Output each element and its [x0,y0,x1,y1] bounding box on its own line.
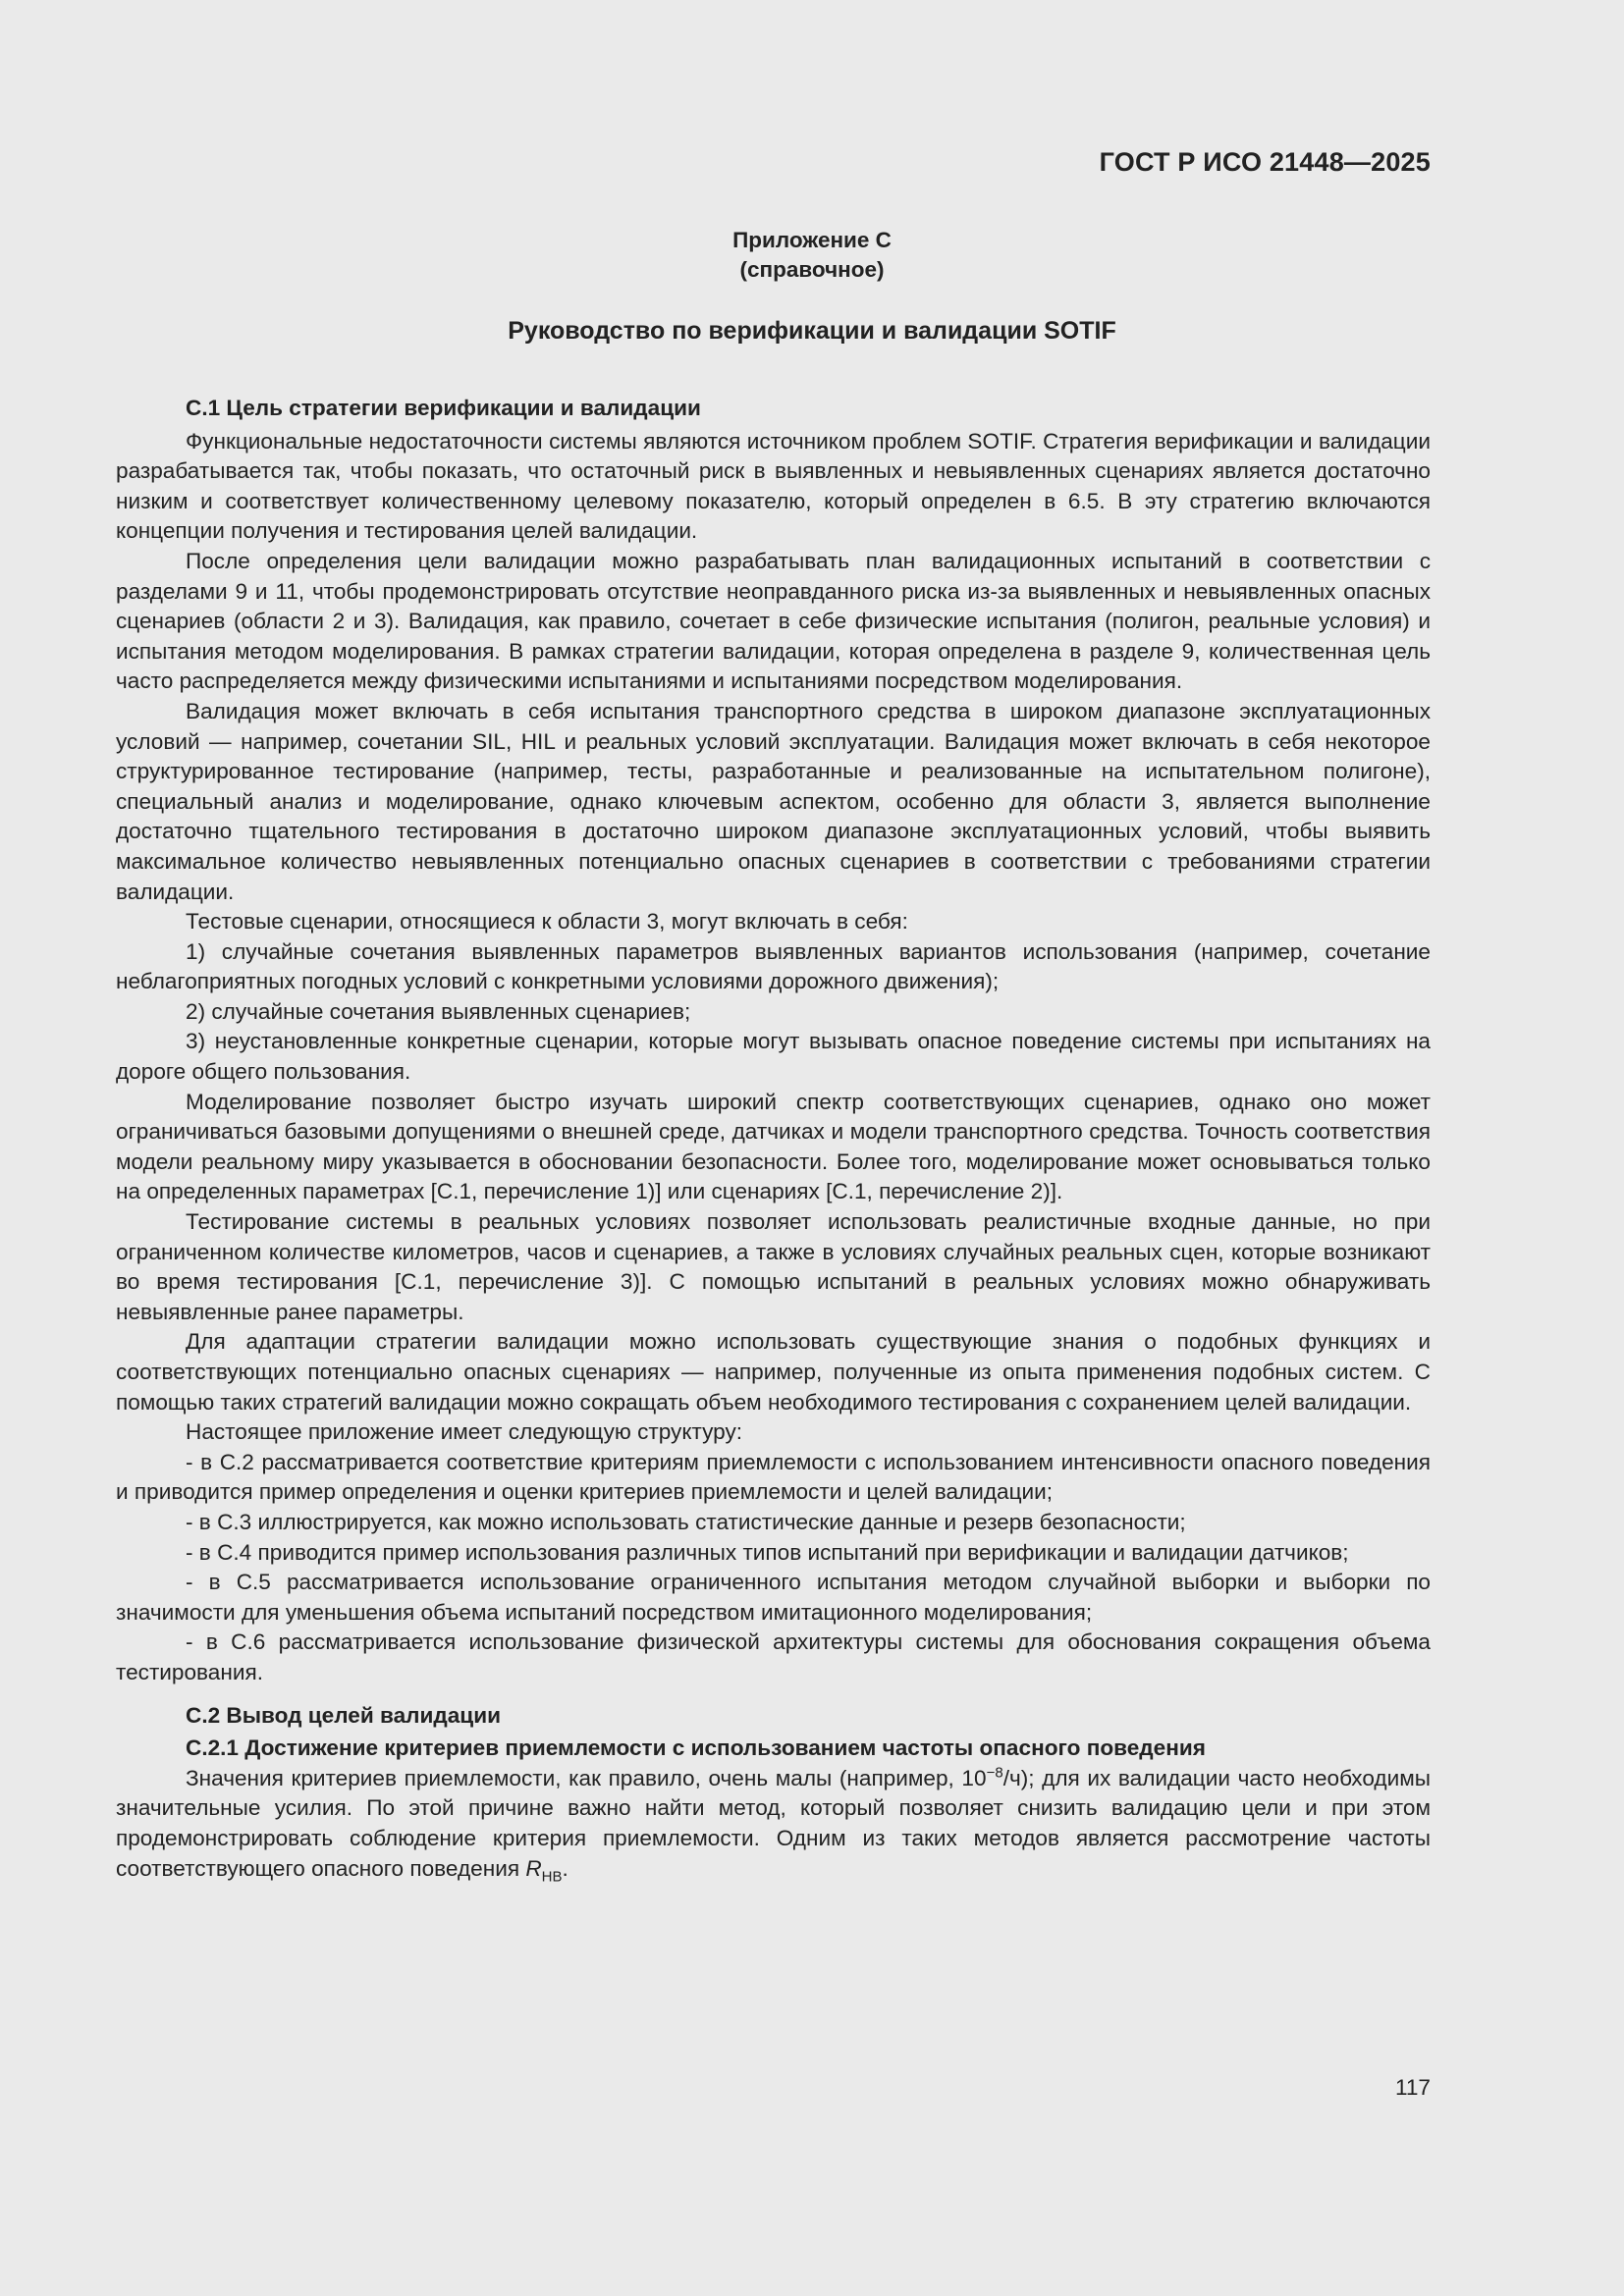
bullet-item: - в С.3 иллюстрируется, как можно использовать статистические данные и резерв безопасности; [186,1509,1186,1534]
list-item: 2) случайные сочетания выявленных сценариев; [186,998,691,1024]
text-run: . [562,1855,568,1881]
section-heading-c2: С.2 Вывод целей валидации [186,1702,501,1728]
bullet-item: - в С.2 рассматривается соответствие критериям приемлемости с использованием интенсивности опасного поведения и приводится пример определения и оценки критериев приемлемости и целей валидации; [116,1449,1431,1505]
document-body [116,394,1431,1884]
annex-kind: (справочное) [739,257,885,282]
paragraph: Валидация может включать в себя испытания транспортного средства в широком диапазоне эксплуатационных условий — например, сочетании SIL, HIL и реальных условий эксплуатации. Валидация может включать в себя некоторое структурированное тестирование (например, тесты, разработанные и реализованные на испытательном полигоне), специальный анализ и моделирование, однако ключевым аспектом, особенно для области 3, является выполнение достаточно тщательного тестирования в достаточно широком диапазоне эксплуатационных условий, чтобы выявить максимальное количество невыявленных потенциально опасных сценариев в соответствии с требованиями стратегии валидации. [116,698,1431,904]
annex-title: Руководство по верификации и валидации SOTIF [508,317,1116,345]
exponent: −8 [986,1764,1003,1782]
list-item: 1) случайные сочетания выявленных параметров выявленных вариантов использования (например, сочетание неблагоприятных погодных условий с конкретными условиями дорожного движения); [116,938,1431,994]
subsection-heading-c21: С.2.1 Достижение критериев приемлемости с использованием частоты опасного поведения [186,1735,1206,1761]
text-run: Значения критериев приемлемости, как правило, очень малы (например, 10 [186,1765,987,1790]
paragraph: После определения цели валидации можно разрабатывать план валидационных испытаний в соответствии с разделами 9 и 11, чтобы продемонстрировать отсутствие неоправданного риска из-за выявленных и невыявленных опасных сценариев (области 2 и 3). Валидация, как правило, сочетает в себе физические испытания (полигон, реальные условия) и испытания методом моделирования. В рамках стратегии валидации, которая определена в разделе 9, количественная цель часто распределяется между физическими испытаниями и испытаниями посредством моделирования. [116,548,1431,694]
paragraph: Функциональные недостаточности системы являются источником проблем SOTIF. Стратегия верификации и валидации разрабатывается так, чтобы показать, что остаточный риск в выявленных и невыявленных сценариях является достаточно низким и соответствует количественному целевому показателю, который определен в 6.5. В эту стратегию включаются концепции получения и тестирования целей валидации. [116,428,1431,544]
section-heading-c1: С.1 Цель стратегии верификации и валидации [186,396,701,420]
paragraph: Тестовые сценарии, относящиеся к области 3, могут включать в себя: [186,909,908,934]
page-number: 117 [1394,2075,1431,2100]
bullet-item: - в С.6 рассматривается использование физической архитектуры системы для обоснования сокращения объема тестирования. [116,1629,1431,1684]
bullet-item: - в С.5 рассматривается использование ограниченного испытания методом случайной выборки и выборки по значимости для уменьшения объема испытаний посредством имитационного моделирования; [116,1570,1431,1625]
annex-label: Приложение С [732,228,892,252]
paragraph: Для адаптации стратегии валидации можно использовать существующие знания о подобных функциях и соответствующих потенциально опасных сценариях — например, полученные из опыта применения подобных систем. С помощью таких стратегий валидации можно сокращать объем необходимого тестирования с сохранением целей валидации. [116,1329,1431,1415]
paragraph: Моделирование позволяет быстро изучать широкий спектр соответствующих сценариев, однако оно может ограничиваться базовыми допущениями о внешней среде, датчиках и модели транспортного средства. Точность соответствия модели реальному миру указывается в обосновании безопасности. Более того, моделирование может основываться только на определенных параметрах [С.1, перечисление 1)] или сценариях [С.1, перечисление 2)]. [116,1089,1431,1204]
math-symbol: R [525,1855,542,1881]
list-item: 3) неустановленные конкретные сценарии, которые могут вызывать опасное поведение системы при испытаниях на дороге общего пользования. [116,1029,1431,1085]
bullet-item: - в С.4 приводится пример использования различных типов испытаний при верификации и валидации датчиков; [186,1539,1349,1565]
annex-heading [0,226,1624,285]
math-subscript: HB [541,1868,563,1886]
text-run: /ч); для их валидации часто необходимы значительные усилия. По этой причине важно найти метод, который позволяет снизить валидацию цели и при этом продемонстрировать соблюдение критерия приемлемости. Одним из таких методов является рассмотрение частоты соответствующего опасного поведения [116,1765,1431,1881]
document-code: ГОСТ Р ИСО 21448—2025 [1099,147,1431,177]
paragraph [116,1764,1431,1884]
paragraph: Тестирование системы в реальных условиях позволяет использовать реалистичные входные данные, но при ограниченном количестве километров, часов и сценариев, а также в условиях случайных реальных сцен, которые возникают во время тестирования [С.1, перечисление 3)]. С помощью испытаний в реальных условиях можно обнаруживать невыявленные ранее параметры. [116,1209,1431,1324]
paragraph: Настоящее приложение имеет следующую структуру: [186,1419,743,1445]
